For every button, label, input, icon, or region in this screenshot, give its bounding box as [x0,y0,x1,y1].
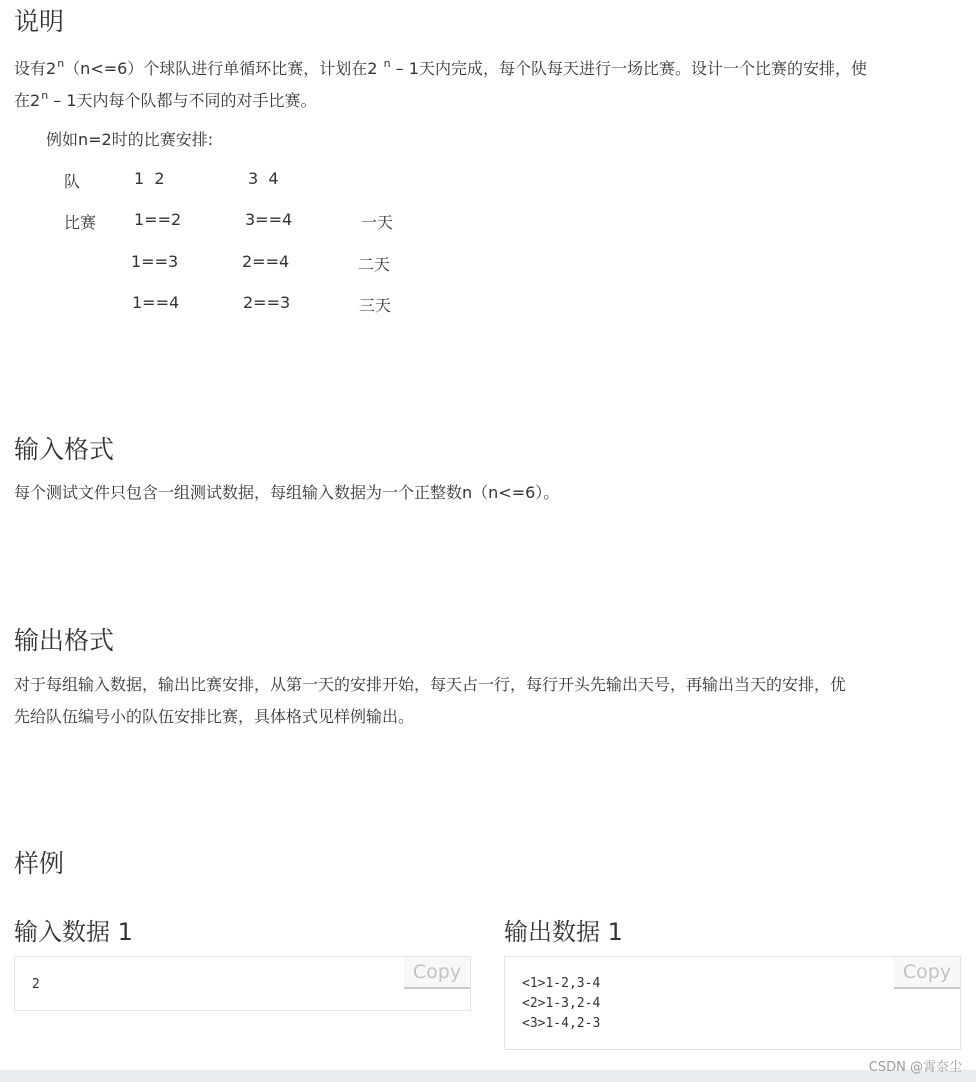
text-segment: – 1天内每个队都与不同的对手比赛。 [53,91,317,110]
description-heading: 说明 [14,7,65,36]
description-line-2 [14,80,964,117]
team-group-a: 1 2 [134,169,165,188]
sample-input-value: 2 [32,977,40,992]
footer-bar [0,1070,976,1082]
match-cell: 1==4 [132,293,180,312]
team-label: 队 [64,172,81,191]
team-group-b: 3 4 [248,169,279,188]
match-cell: 2==4 [242,252,290,271]
day-cell: 一天 [361,213,394,232]
match-cell: 3==4 [245,210,293,229]
copy-output-button[interactable]: Copy [894,957,960,989]
sample-input-title: 输入数据 1 [14,918,133,946]
input-format-text: 每个测试文件只包含一组测试数据，每组输入数据为一个正整数n（n<=6）。 [14,483,560,502]
text-segment: – 1天内完成，每个队每天进行一场比赛。设计一个比赛的安排，使 [395,59,867,78]
output-format-heading: 输出格式 [14,626,115,655]
superscript-n: n [41,89,49,102]
sample-output-box [504,956,961,1050]
day-cell: 三天 [359,296,392,315]
output-format-line-2: 先给队伍编号小的队伍安排比赛，具体格式见样例输出。 [14,707,415,726]
text-segment: 在2 [14,91,41,110]
output-format-line-1: 对于每组输入数据，输出比赛安排，从第一天的安排开始，每天占一行，每行开头先输出天号，再输出当天的安排，优 [14,675,847,694]
match-cell: 2==3 [243,293,291,312]
match-cell: 1==3 [131,252,179,271]
match-cell: 1==2 [134,210,182,229]
text-segment: 设有2 [14,59,57,78]
input-format-heading: 输入格式 [14,435,115,464]
match-label: 比赛 [64,213,97,232]
copy-input-button[interactable]: Copy [404,957,470,989]
superscript-n: n [383,57,391,70]
text-segment: （n<=6）个球队进行单循环比赛，计划在2 [64,59,378,78]
csdn-watermark: CSDN @霄奈尘 [868,1060,962,1075]
sample-output-title: 输出数据 1 [504,918,623,946]
example-intro: 例如n=2时的比赛安排: [46,130,214,149]
superscript-n: n [57,57,65,70]
sample-heading: 样例 [14,849,65,878]
day-cell: 二天 [358,255,391,274]
sample-output-value: <1>1-2,3-4 <2>1-3,2-4 <3>1-4,2-3 [522,976,601,1031]
sample-input-box [14,956,471,1011]
